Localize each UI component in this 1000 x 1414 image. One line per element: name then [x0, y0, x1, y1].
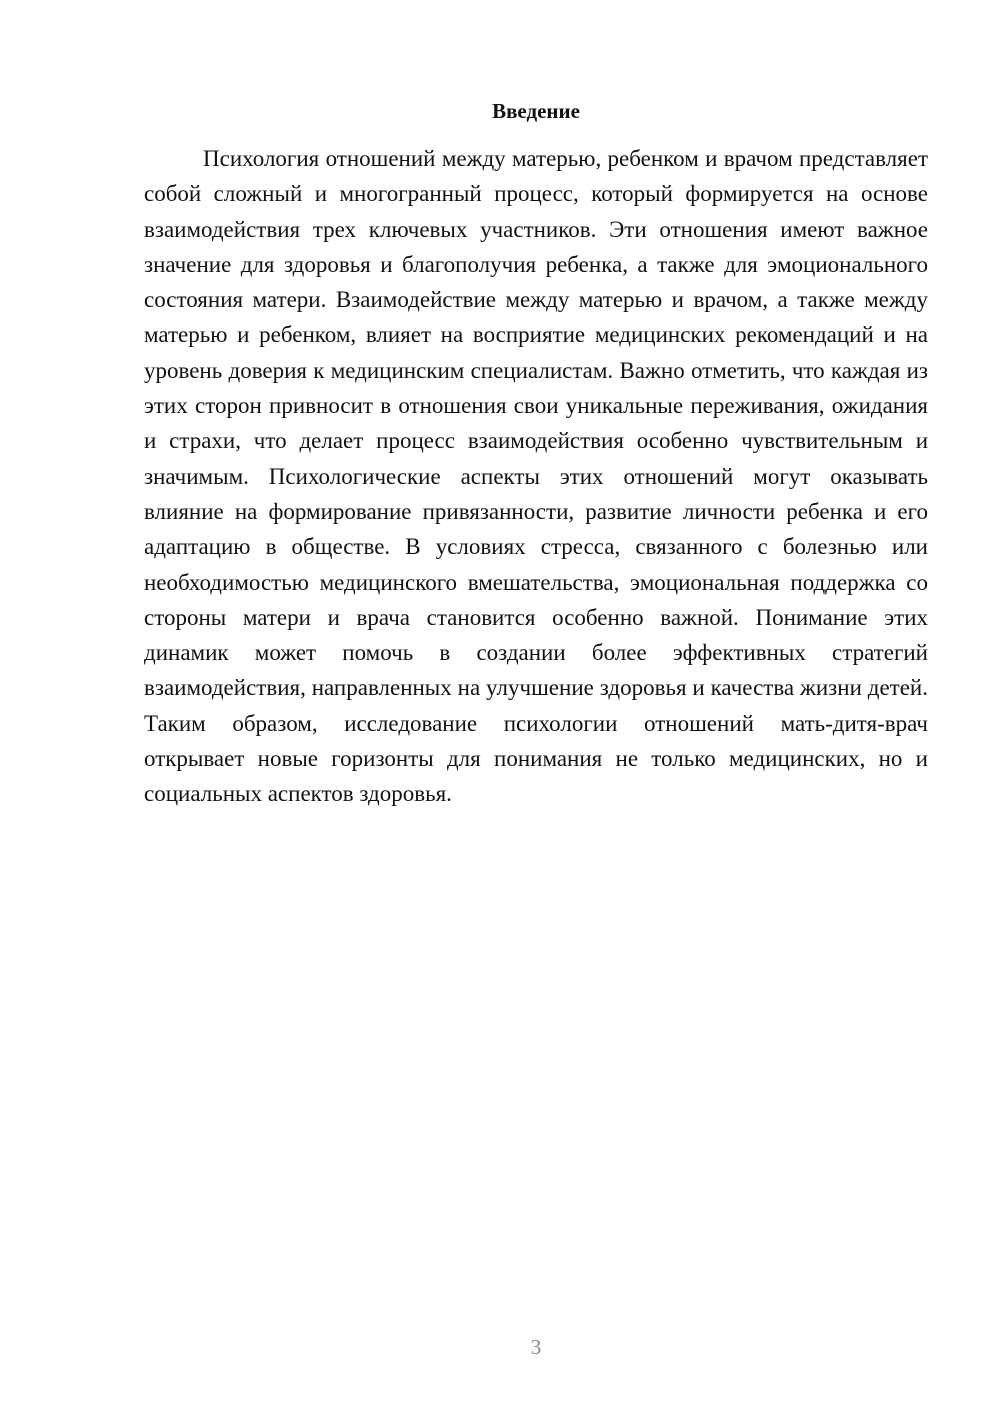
section-title: Введение — [492, 99, 580, 123]
page-number: 3 — [530, 1335, 542, 1359]
body-paragraph: Психология отношений между матерью, ребенком и врачом представляет собой сложный и многогранный процесс, который формируется на основе взаимодействия трех ключевых участников. Эти отношения имеют важное значение для здоровья и благополучия ребенка, а также для эмоционального состояния матери. Взаимодействие между матерью и врачом, а также между матерью и ребенком, влияет на восприятие медицинских рекомендаций и на уровень доверия к медицинским специалистам. Важно отметить, что каждая из этих сторон привносит в отношения свои уникальные переживания, ожидания и страхи, что делает процесс взаимодействия особенно чувствительным и значимым. Психологические аспекты этих отношений могут оказывать влияние на формирование привязанности, развитие личности ребенка и его адаптацию в обществе. В условиях стресса, связанного с болезнью или необходимостью медицинского вмешательства, эмоциональная поддержка со стороны матери и врача становится особенно важной. Понимание этих динамик может помочь в создании более эффективных стратегий взаимодействия, направленных на улучшение здоровья и качества жизни детей. Таким образом, исследование психологии отношений мать-дитя-врач открывает новые горизонты для понимания не только медицинских, но и социальных аспектов здоровья. — [144, 146, 928, 807]
